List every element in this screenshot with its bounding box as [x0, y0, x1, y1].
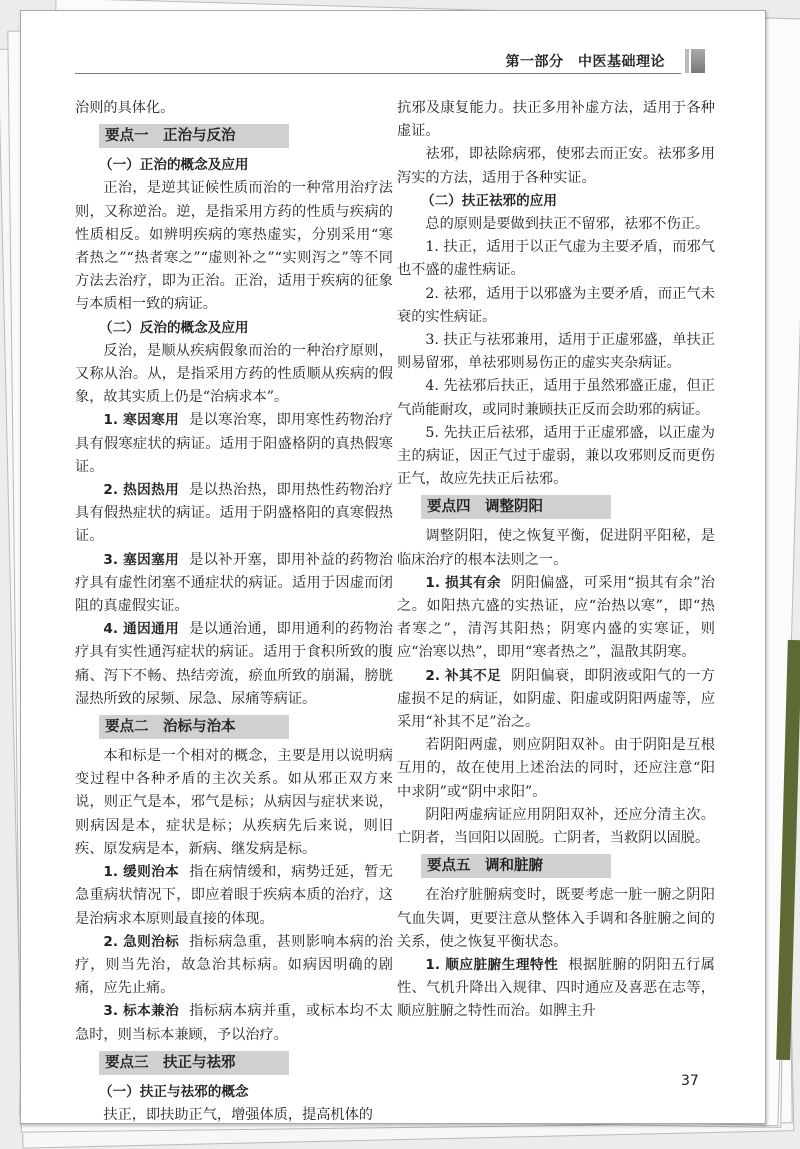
list-item [75, 931, 393, 1001]
paragraph: 祛邪，即祛除病邪，使邪去而正安。祛邪多用泻实的方法，适用于各种实证。 [397, 146, 715, 186]
item-text: 是以热治热，即用热性药物治疗具有假热症状的病证。适用于阴盛格阳的真寒假热证。 [75, 482, 393, 545]
subsection-heading: （二）扶正祛邪的应用 [421, 192, 557, 209]
paragraph: 治则的具体化。 [75, 100, 175, 116]
item-text: 指在病情缓和，病势迁延，暂无急重病状情况下，即应着眼于疾病本质的治疗，这是治病求本原则最直接的体现。 [75, 864, 393, 927]
left-column [75, 97, 393, 1127]
item-lead: 3. 标本兼治 [103, 1003, 180, 1020]
subsection-heading: （一）扶正与祛邪的概念 [99, 1083, 249, 1100]
section-heading: 要点二 治标与治本 [99, 715, 289, 739]
item-lead: 2. 急则治标 [103, 933, 180, 950]
section-heading: 要点四 调整阴阳 [421, 495, 611, 519]
list-item [397, 572, 715, 665]
part-title: 第一部分 中医基础理论 [505, 54, 665, 70]
paragraph: 阴阳两虚病证应用阴阳双补，还应分清主次。亡阴者，当回阳以固脱。亡阴者，当救阴以固脱。 [397, 806, 715, 847]
book-page [20, 10, 766, 1124]
list-item [397, 665, 715, 735]
list-item [75, 1000, 393, 1046]
paragraph: 调整阴阳，使之恢复平衡，促进阴平阳秘，是临床治疗的根本法则之一。 [397, 528, 715, 568]
running-header [21, 47, 765, 75]
paragraph: 正治，是逆其证候性质而治的一种常用治疗法则，又称逆治。逆，是指采用方药的性质与疾病的性质相反。如辨明疾病的寒热虚实，分别采用“寒者热之”“热者寒之”“虚则补之”“实则泻之”等不同方法去治疗，即为正治。正治，适用于疾病的征象与本质相一致的病证。 [75, 180, 393, 313]
section-heading: 要点一 正治与反治 [99, 124, 289, 148]
list-item [75, 549, 393, 619]
item-lead: 3. 塞因塞用 [103, 551, 180, 568]
item-text: 阴阳偏衰，即阴液或阳气的一方虚损不足的病证，如阴虚、阳虚或阴阳两虚等，应采用“补其不足”治之。 [397, 667, 715, 731]
item-text: 是以补开塞，即用补益的药物治疗具有虚性闭塞不通症状的病证。适用于因虚而闭阻的真虚假实证。 [75, 551, 393, 615]
list-item [75, 409, 393, 479]
header-rule [75, 73, 681, 74]
item-text: 是以通治通，即用通利的药物治疗具有实性通泻症状的病证。适用于食积所致的腹痛、泻下不畅、热结旁流，瘀血所致的崩漏，膀胱湿热所致的尿频、尿急、尿痛等病证。 [75, 621, 393, 707]
subsection-heading: （二）反治的概念及应用 [99, 319, 249, 336]
list-item [75, 861, 393, 931]
item-text: 阴阳偏盛，可采用“损其有余”治之。如阳热亢盛的实热证，应“治热以寒”，即“热者寒之”，清泻其阳热；阴寒内盛的实寒证，则应“治寒以热”，即用“寒者热之”，温散其阴寒。 [397, 574, 715, 661]
paragraph: 抗邪及康复能力。扶正多用补虚方法，适用于各种虚证。 [397, 100, 715, 140]
header-decoration-thin [685, 49, 689, 73]
item-lead: 2. 补其不足 [425, 667, 502, 684]
header-decoration-block [691, 49, 705, 73]
paragraph: 总的原则是要做到扶正不留邪，祛邪不伤正。 [425, 216, 710, 233]
list-item [75, 618, 393, 711]
paragraph: 本和标是一个相对的概念，主要是用以说明病变过程中各种矛盾的主次关系。如从邪正双方来说，则正气是本，邪气是标；从病因与症状来说，则病因是本，症状是标；从疾病先后来说，则旧疾、原发病是本，新病、继发病是标。 [75, 748, 393, 857]
paragraph: 扶正，即扶助正气，增强体质，提高机体的 [103, 1106, 373, 1123]
item-text: 是以寒治寒，即用寒性药物治疗具有假寒症状的病证。适用于阳盛格阴的真热假寒证。 [75, 412, 393, 475]
item-lead: 1. 顺应脏腑生理特性 [425, 956, 559, 973]
item-text: 指标病急重，甚则影响本病的治疗，则当先治，故急治其标病。如病因明确的剧痛，应先止痛。 [75, 933, 393, 997]
item-lead: 1. 缓则治本 [103, 864, 180, 881]
item-lead: 4. 通因通用 [103, 621, 180, 638]
item-text: 指标病本病并重，或标本均不太急时，则当标本兼顾，予以治疗。 [75, 1003, 393, 1043]
paragraph: 若阴阳两虚，则应阴阳双补。由于阴阳是互根互用的，故在使用上述治法的同时，还应注意“阳中求阴”或“阴中求阳”。 [397, 737, 715, 800]
list-item: 2. 祛邪，适用于以邪盛为主要矛盾，而正气未衰的实性病证。 [397, 285, 715, 325]
list-item: 4. 先祛邪后扶正，适用于虽然邪盛正虚，但正气尚能耐攻，或同时兼顾扶正反而会助邪的病证。 [397, 378, 715, 418]
subsection-heading: （一）正治的概念及应用 [99, 157, 249, 174]
item-lead: 1. 损其有余 [425, 574, 501, 591]
paragraph: 在治疗脏腑病变时，既要考虑一脏一腑之阴阳气血失调，更要注意从整体入手调和各脏腑之间的关系，使之恢复平衡状态。 [397, 887, 715, 950]
page-number: 37 [681, 1073, 699, 1089]
item-lead: 2. 热因热用 [103, 482, 180, 499]
item-text: 根据脏腑的阴阳五行属性、气机升降出入规律、四时通应及喜恶在志等，顺应脏腑之特性而治。如脾主升 [397, 956, 715, 1020]
list-item: 3. 扶正与祛邪兼用，适用于正虚邪盛，单扶正则易留邪，单祛邪则易伤正的虚实夹杂病证。 [397, 332, 715, 372]
item-lead: 1. 寒因寒用 [103, 412, 180, 429]
section-heading: 要点三 扶正与祛邪 [99, 1051, 289, 1075]
list-item [75, 479, 393, 549]
paragraph: 反治，是顺从疾病假象而治的一种治疗原则，又称从治。从，是指采用方药的性质顺从疾病的假象，故其实质上仍是“治病求本”。 [75, 342, 393, 406]
list-item: 1. 扶正，适用于以正气虚为主要矛盾，而邪气也不盛的虚性病证。 [397, 239, 715, 279]
list-item [397, 954, 715, 1024]
right-column [397, 97, 715, 1024]
list-item: 5. 先扶正后祛邪，适用于正虚邪盛，以正虚为主的病证，因正气过于虚弱，兼以攻邪则反而更伤正气，故应先扶正后祛邪。 [397, 424, 715, 488]
section-heading: 要点五 调和脏腑 [421, 854, 611, 878]
